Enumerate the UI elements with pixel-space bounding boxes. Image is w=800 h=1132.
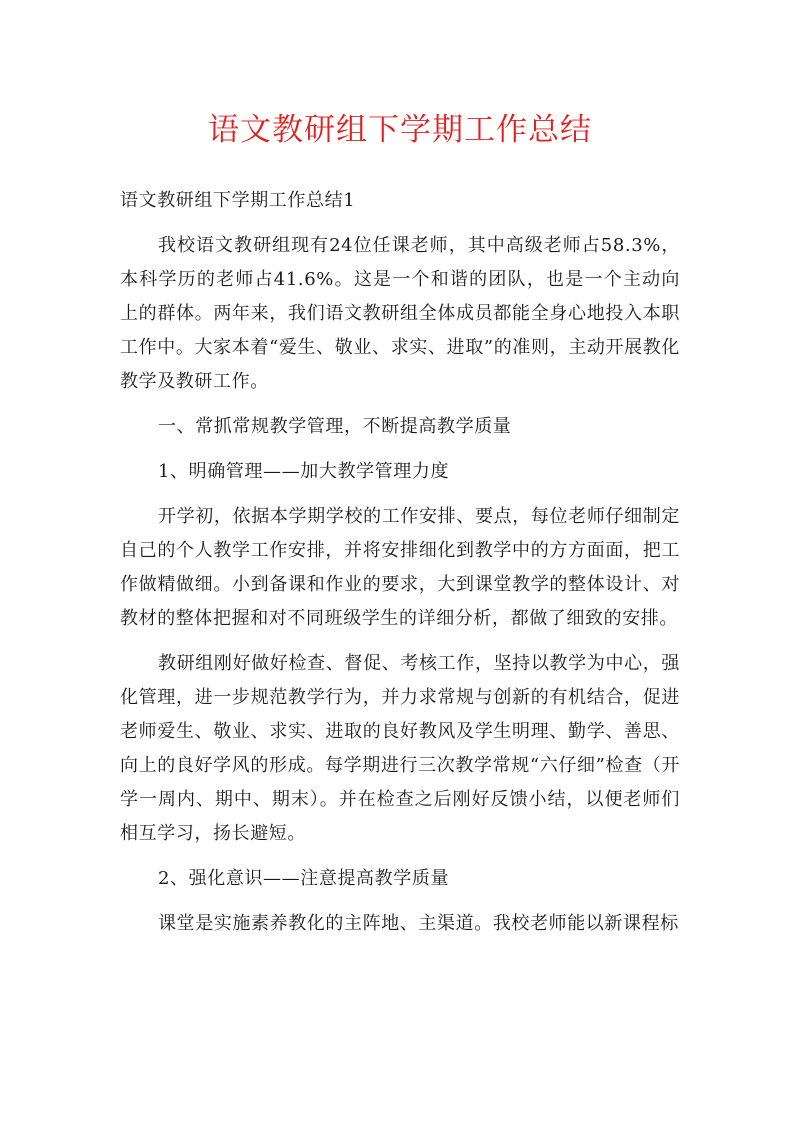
document-body xyxy=(120,184,680,952)
paragraph-intro: 我校语文教研组现有24位任课老师，其中高级老师占58.3%，本科学历的老师占41.6%。这是一个和谐的团队，也是一个主动向上的群体。两年来，我们语文教研组全体成员都能全身心地投入本职工作中。大家本着“爱生、敬业、求实、进取”的准则，主动开展教化教学及教研工作。 xyxy=(120,235,680,392)
paragraph-planning: 开学初，依据本学期学校的工作安排、要点，每位老师仔细制定自己的个人教学工作安排，并将安排细化到教学中的方方面面，把工作做精做细。小到备课和作业的要求，大到课堂教学的整体设计、对教材的整体把握和对不同班级学生的详细分析，都做了细致的安排。 xyxy=(120,506,680,629)
heading-section-1: 一、常抓常规教学管理，不断提高教学质量 xyxy=(158,416,512,437)
document-title: 语文教研组下学期工作总结 xyxy=(208,112,592,148)
heading-subsection-2: 2、强化意识——注意提高教学质量 xyxy=(158,868,450,889)
paragraph-inspection: 教研组刚好做好检查、督促、考核工作，坚持以教学为中心，强化管理，进一步规范教学行为，并力求常规与创新的有机结合，促进老师爱生、敬业、求实、进取的良好教风及学生明理、勤学、善思、向上的良好学风的形成。每学期进行三次教学常规“六仔细”检查（开学一周内、期中、期末）。并在检查之后刚好反馈小结，以便老师们相互学习，扬长避短。 xyxy=(120,653,680,844)
heading-subsection-1: 1、明确管理——加大教学管理力度 xyxy=(158,461,450,482)
section-subtitle: 语文教研组下学期工作总结1 xyxy=(120,190,356,211)
paragraph-classroom: 课堂是实施素养教化的主阵地、主渠道。我校老师能以新课程标 xyxy=(158,913,679,934)
